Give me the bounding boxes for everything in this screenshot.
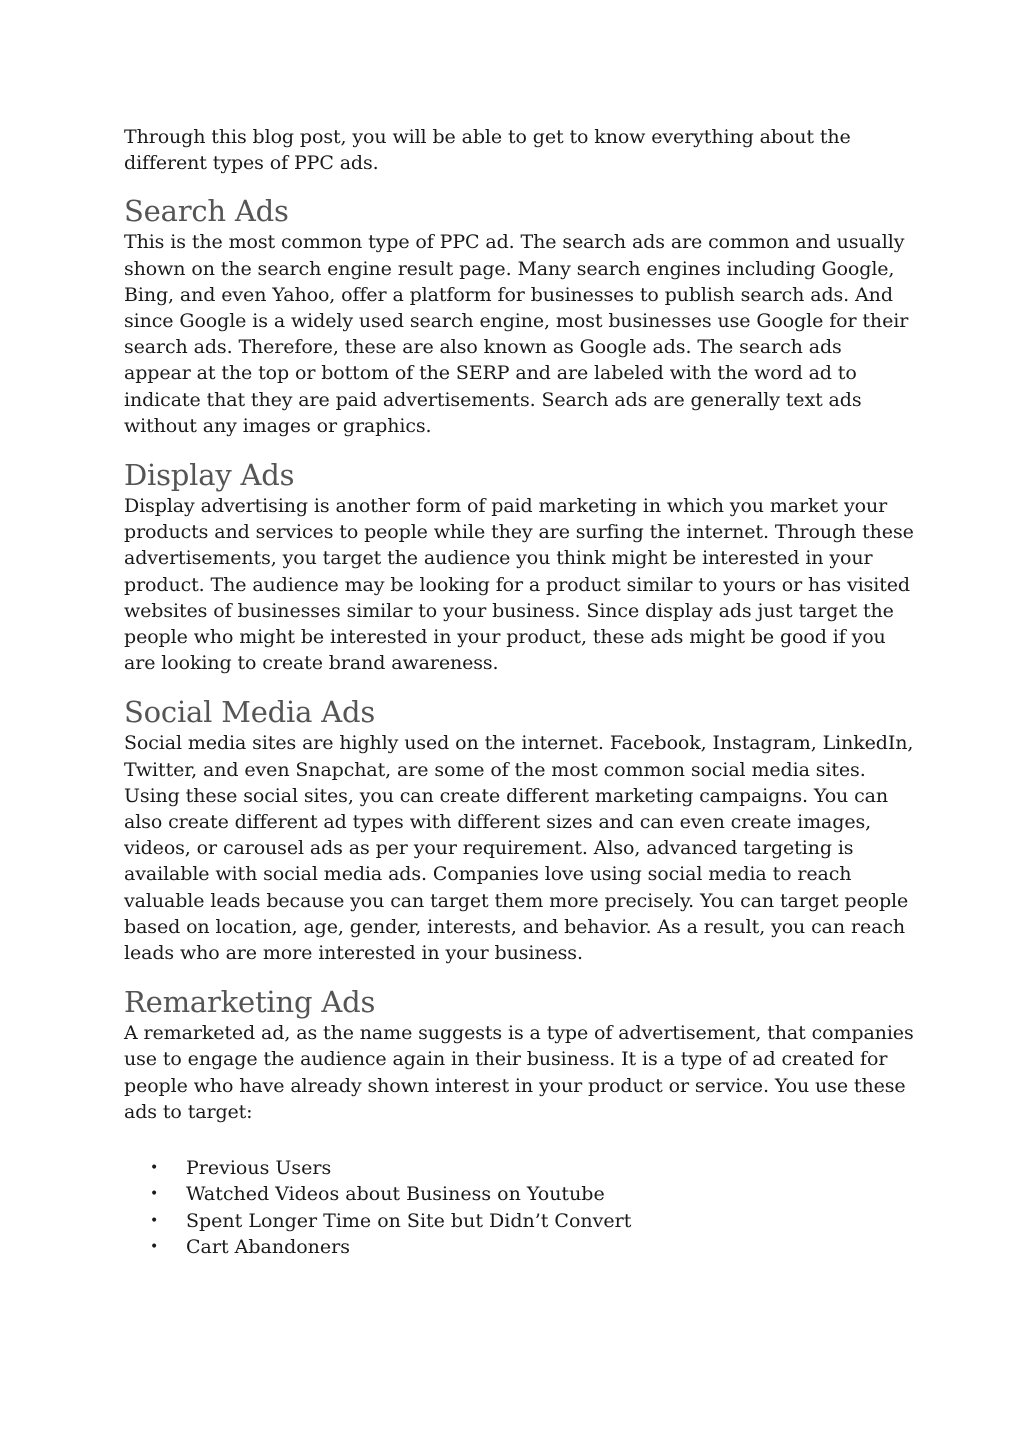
section-social-media-ads (124, 694, 914, 966)
bullet-icon: • (150, 1212, 159, 1229)
section-body: A remarketed ad, as the name suggests is a type of advertisement, that companies use to engage the audience again in their business. It is a type of ad created for people who have already shown interest in your product or service. You use these ads to target: (124, 1022, 914, 1123)
section-heading: Social Media Ads (124, 695, 376, 730)
section-display-ads (124, 457, 914, 676)
list-item (150, 1208, 914, 1234)
section-body: Display advertising is another form of paid marketing in which you market your products and services to people while they are surfing the internet. Through these advertisements, you target the audience you think might be interested in your product. The audience may be looking for a product similar to yours or has visited websites of businesses similar to your business. Since display ads just target the people who might be interested in your product, these ads might be good if you are looking to create brand awareness. (124, 495, 914, 675)
list-item-text: Watched Videos about Business on Youtube (186, 1183, 605, 1206)
bullet-icon: • (150, 1186, 159, 1203)
bullet-icon: • (150, 1160, 159, 1177)
list-item-text: Cart Abandoners (186, 1235, 350, 1258)
bullet-icon: • (150, 1238, 159, 1255)
section-heading: Search Ads (124, 194, 289, 229)
section-search-ads (124, 193, 914, 439)
section-body: This is the most common type of PPC ad. The search ads are common and usually shown on the search engine result page. Many search engines including Google, Bing, and even Yahoo, offer a platform for businesses to publish search ads. And since Google is a widely used search engine, most businesses use Google for their search ads. Therefore, these are also known as Google ads. The search ads appear at the top or bottom of the SERP and are labeled with the word ad to indicate that they are paid advertisements. Search ads are generally text ads without any images or graphics. (124, 231, 909, 437)
section-remarketing-ads (124, 984, 914, 1125)
section-body: Social media sites are highly used on the internet. Facebook, Instagram, LinkedIn, Twitter, and even Snapchat, are some of the most common social media sites. Using these social sites, you can create different marketing campaigns. You can also create different ad types with different sizes and can even create images, videos, or carousel ads as per your requirement. Also, advanced targeting is available with social media ads. Companies love using social media to reach valuable leads because you can target them more precisely. You can target people based on location, age, gender, interests, and behavior. As a result, you can reach leads who are more interested in your business. (124, 732, 914, 965)
list-item (150, 1155, 914, 1181)
list-item-text: Previous Users (186, 1157, 332, 1180)
intro-paragraph: Through this blog post, you will be able to get to know everything about the different types of PPC ads. (124, 126, 851, 175)
remarketing-target-list (124, 1155, 914, 1260)
section-heading: Remarketing Ads (124, 985, 376, 1020)
list-item (150, 1234, 914, 1260)
list-item-text: Spent Longer Time on Site but Didn’t Convert (186, 1209, 632, 1232)
document-page (124, 124, 914, 1260)
list-item (150, 1181, 914, 1207)
section-heading: Display Ads (124, 458, 295, 493)
